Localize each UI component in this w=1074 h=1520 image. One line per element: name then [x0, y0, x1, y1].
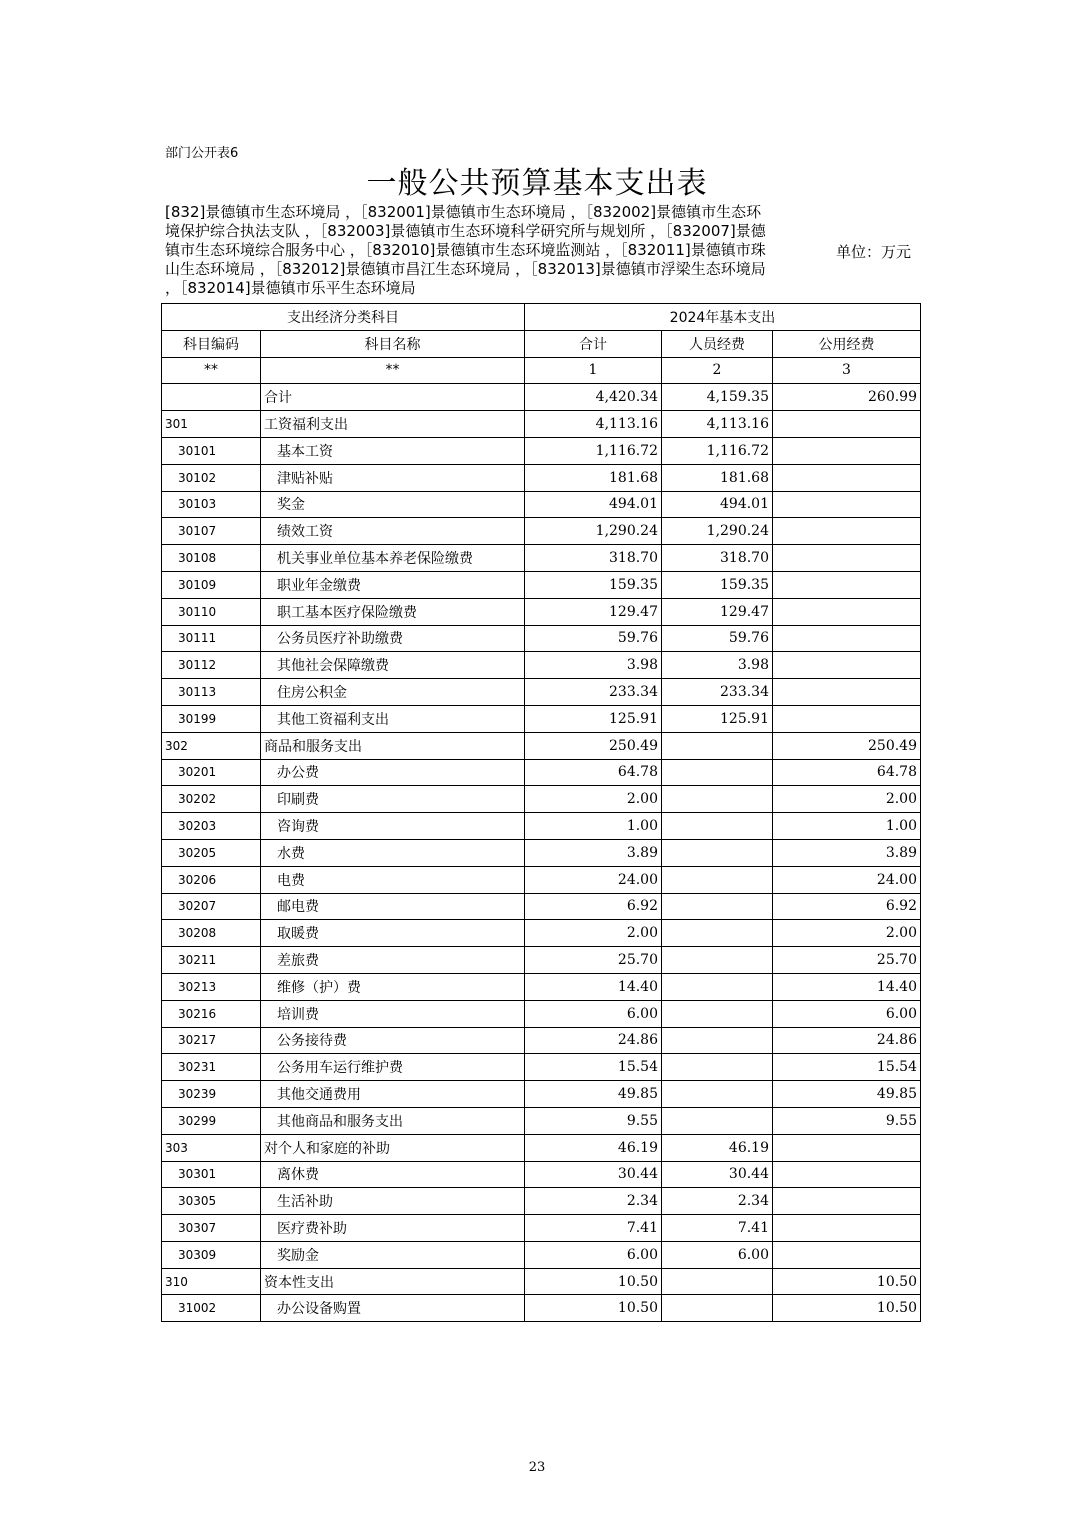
table-row [162, 464, 921, 491]
table-row [162, 1107, 921, 1134]
row-total: 181.68 [525, 464, 662, 491]
row-personnel [662, 920, 773, 947]
row-total: 125.91 [525, 705, 662, 732]
row-personnel [662, 813, 773, 840]
row-name: 公务员医疗补助缴费 [261, 625, 525, 652]
row-name: 绩效工资 [261, 518, 525, 545]
row-personnel: 1,290.24 [662, 518, 773, 545]
row-code: 30102 [162, 464, 261, 491]
index-code: ** [162, 357, 261, 384]
table-row [162, 1134, 921, 1161]
row-total: 49.85 [525, 1081, 662, 1108]
row-personnel: 494.01 [662, 491, 773, 518]
index-public: 3 [773, 357, 921, 384]
row-name: 机关事业单位基本养老保险缴费 [261, 545, 525, 572]
row-public: 49.85 [773, 1081, 921, 1108]
row-name: 取暖费 [261, 920, 525, 947]
row-total: 3.89 [525, 839, 662, 866]
row-public [773, 598, 921, 625]
row-name: 住房公积金 [261, 679, 525, 706]
row-total: 25.70 [525, 947, 662, 974]
row-public: 1.00 [773, 813, 921, 840]
row-total: 59.76 [525, 625, 662, 652]
row-total: 4,420.34 [525, 384, 662, 411]
row-code: 30309 [162, 1241, 261, 1268]
row-personnel: 4,159.35 [662, 384, 773, 411]
row-total: 7.41 [525, 1215, 662, 1242]
row-personnel [662, 839, 773, 866]
row-personnel: 3.98 [662, 652, 773, 679]
table-row [162, 1241, 921, 1268]
row-name: 办公设备购置 [261, 1295, 525, 1322]
row-personnel: 1,116.72 [662, 437, 773, 464]
row-name: 职工基本医疗保险缴费 [261, 598, 525, 625]
row-personnel: 6.00 [662, 1241, 773, 1268]
row-total: 15.54 [525, 1054, 662, 1081]
header-personnel: 人员经费 [662, 330, 773, 357]
row-code: 30110 [162, 598, 261, 625]
row-name: 奖励金 [261, 1241, 525, 1268]
row-personnel [662, 786, 773, 813]
row-name: 印刷费 [261, 786, 525, 813]
row-code: 30113 [162, 679, 261, 706]
row-public: 15.54 [773, 1054, 921, 1081]
row-code: 30213 [162, 973, 261, 1000]
index-name: ** [261, 357, 525, 384]
table-row [162, 411, 921, 438]
row-personnel: 30.44 [662, 1161, 773, 1188]
row-code: 30206 [162, 866, 261, 893]
header-basic-expenditure-2024: 2024年基本支出 [525, 304, 921, 331]
row-name: 水费 [261, 839, 525, 866]
table-row [162, 1081, 921, 1108]
row-personnel [662, 1107, 773, 1134]
row-public [773, 679, 921, 706]
table-row [162, 705, 921, 732]
row-personnel: 159.35 [662, 571, 773, 598]
row-total: 2.00 [525, 786, 662, 813]
row-name: 邮电费 [261, 893, 525, 920]
row-public: 64.78 [773, 759, 921, 786]
table-row [162, 866, 921, 893]
row-total: 2.34 [525, 1188, 662, 1215]
row-code: 30108 [162, 545, 261, 572]
row-total: 159.35 [525, 571, 662, 598]
table-row [162, 652, 921, 679]
row-code: 30211 [162, 947, 261, 974]
row-public [773, 1134, 921, 1161]
row-personnel: 318.70 [662, 545, 773, 572]
row-name: 离休费 [261, 1161, 525, 1188]
row-total: 24.00 [525, 866, 662, 893]
row-code: 30307 [162, 1215, 261, 1242]
row-name: 差旅费 [261, 947, 525, 974]
table-row [162, 384, 921, 411]
row-code: 30217 [162, 1027, 261, 1054]
table-row [162, 759, 921, 786]
row-total: 2.00 [525, 920, 662, 947]
row-public: 10.50 [773, 1295, 921, 1322]
header-index-row [162, 357, 921, 384]
row-total: 64.78 [525, 759, 662, 786]
table-row [162, 1054, 921, 1081]
row-total: 6.00 [525, 1000, 662, 1027]
row-code: 30202 [162, 786, 261, 813]
row-total: 233.34 [525, 679, 662, 706]
row-total: 4,113.16 [525, 411, 662, 438]
row-public [773, 571, 921, 598]
row-personnel [662, 1295, 773, 1322]
row-name: 维修（护）费 [261, 973, 525, 1000]
row-public: 260.99 [773, 384, 921, 411]
row-code: 30199 [162, 705, 261, 732]
row-total: 1,116.72 [525, 437, 662, 464]
header-public: 公用经费 [773, 330, 921, 357]
row-personnel: 129.47 [662, 598, 773, 625]
row-public: 2.00 [773, 920, 921, 947]
row-personnel: 125.91 [662, 705, 773, 732]
table-row [162, 571, 921, 598]
header-column-row [162, 330, 921, 357]
table-row [162, 679, 921, 706]
row-total: 10.50 [525, 1295, 662, 1322]
row-name: 其他交通费用 [261, 1081, 525, 1108]
table-row [162, 437, 921, 464]
table-row [162, 1268, 921, 1295]
row-personnel: 59.76 [662, 625, 773, 652]
row-name: 职业年金缴费 [261, 571, 525, 598]
row-personnel: 46.19 [662, 1134, 773, 1161]
table-row [162, 920, 921, 947]
row-public: 9.55 [773, 1107, 921, 1134]
row-code: 30239 [162, 1081, 261, 1108]
row-name: 资本性支出 [261, 1268, 525, 1295]
row-code: 30305 [162, 1188, 261, 1215]
row-name: 奖金 [261, 491, 525, 518]
row-name: 生活补助 [261, 1188, 525, 1215]
table-row [162, 732, 921, 759]
table-row [162, 786, 921, 813]
row-code: 30208 [162, 920, 261, 947]
row-public [773, 652, 921, 679]
row-code: 303 [162, 1134, 261, 1161]
row-public [773, 1188, 921, 1215]
row-public: 3.89 [773, 839, 921, 866]
row-name: 咨询费 [261, 813, 525, 840]
table-row [162, 893, 921, 920]
row-code: 30231 [162, 1054, 261, 1081]
table-row [162, 491, 921, 518]
row-code: 30203 [162, 813, 261, 840]
header-economic-classification: 支出经济分类科目 [162, 304, 525, 331]
row-personnel [662, 759, 773, 786]
row-total: 1.00 [525, 813, 662, 840]
row-personnel [662, 1027, 773, 1054]
row-total: 494.01 [525, 491, 662, 518]
row-personnel [662, 1054, 773, 1081]
header-code: 科目编码 [162, 330, 261, 357]
row-total: 250.49 [525, 732, 662, 759]
row-code: 30112 [162, 652, 261, 679]
row-public [773, 464, 921, 491]
row-public [773, 411, 921, 438]
row-personnel: 2.34 [662, 1188, 773, 1215]
table-row [162, 947, 921, 974]
row-public [773, 1241, 921, 1268]
table-row [162, 1215, 921, 1242]
row-name: 其他商品和服务支出 [261, 1107, 525, 1134]
table-row [162, 545, 921, 572]
row-public [773, 1161, 921, 1188]
table-row [162, 1188, 921, 1215]
row-public [773, 705, 921, 732]
row-public: 2.00 [773, 786, 921, 813]
row-personnel [662, 1268, 773, 1295]
page-number: 23 [528, 1460, 546, 1475]
row-name: 其他社会保障缴费 [261, 652, 525, 679]
form-number: 部门公开表6 [165, 146, 239, 161]
table-row [162, 839, 921, 866]
row-name: 基本工资 [261, 437, 525, 464]
row-code: 30205 [162, 839, 261, 866]
header-group-row [162, 304, 921, 331]
row-personnel [662, 1081, 773, 1108]
row-personnel [662, 947, 773, 974]
row-name: 公务用车运行维护费 [261, 1054, 525, 1081]
row-total: 9.55 [525, 1107, 662, 1134]
row-public [773, 518, 921, 545]
row-personnel: 7.41 [662, 1215, 773, 1242]
table-row [162, 1027, 921, 1054]
table-row [162, 973, 921, 1000]
row-total: 24.86 [525, 1027, 662, 1054]
row-name: 公务接待费 [261, 1027, 525, 1054]
row-total: 6.00 [525, 1241, 662, 1268]
row-personnel [662, 732, 773, 759]
row-public [773, 625, 921, 652]
row-name: 培训费 [261, 1000, 525, 1027]
row-code: 30109 [162, 571, 261, 598]
row-name: 其他工资福利支出 [261, 705, 525, 732]
row-personnel: 181.68 [662, 464, 773, 491]
row-public: 14.40 [773, 973, 921, 1000]
row-code: 30301 [162, 1161, 261, 1188]
row-total: 10.50 [525, 1268, 662, 1295]
header-total: 合计 [525, 330, 662, 357]
table-body [162, 384, 921, 1322]
row-total: 3.98 [525, 652, 662, 679]
row-public: 6.92 [773, 893, 921, 920]
row-total: 1,290.24 [525, 518, 662, 545]
index-personnel: 2 [662, 357, 773, 384]
row-name: 合计 [261, 384, 525, 411]
table-row [162, 1000, 921, 1027]
row-code: 301 [162, 411, 261, 438]
page-title: 一般公共预算基本支出表 [366, 166, 708, 201]
table-row [162, 813, 921, 840]
row-code: 30201 [162, 759, 261, 786]
row-name: 商品和服务支出 [261, 732, 525, 759]
row-code: 30299 [162, 1107, 261, 1134]
row-total: 6.92 [525, 893, 662, 920]
row-name: 医疗费补助 [261, 1215, 525, 1242]
row-code: 30107 [162, 518, 261, 545]
index-total: 1 [525, 357, 662, 384]
row-public: 25.70 [773, 947, 921, 974]
row-name: 对个人和家庭的补助 [261, 1134, 525, 1161]
row-code: 302 [162, 732, 261, 759]
row-personnel [662, 1000, 773, 1027]
row-personnel [662, 866, 773, 893]
row-code: 30216 [162, 1000, 261, 1027]
row-public: 250.49 [773, 732, 921, 759]
row-code: 310 [162, 1268, 261, 1295]
table-row [162, 1161, 921, 1188]
row-code [162, 384, 261, 411]
row-public [773, 1215, 921, 1242]
row-name: 办公费 [261, 759, 525, 786]
row-code: 30101 [162, 437, 261, 464]
table-row [162, 625, 921, 652]
row-name: 津贴补贴 [261, 464, 525, 491]
row-public [773, 491, 921, 518]
row-public: 6.00 [773, 1000, 921, 1027]
row-personnel [662, 973, 773, 1000]
row-code: 31002 [162, 1295, 261, 1322]
row-code: 30207 [162, 893, 261, 920]
row-name: 电费 [261, 866, 525, 893]
row-public [773, 437, 921, 464]
row-personnel [662, 893, 773, 920]
currency-unit-label: 单位：万元 [836, 243, 912, 261]
row-public: 10.50 [773, 1268, 921, 1295]
row-public: 24.86 [773, 1027, 921, 1054]
row-total: 14.40 [525, 973, 662, 1000]
budget-table [161, 303, 921, 1322]
row-total: 46.19 [525, 1134, 662, 1161]
row-total: 129.47 [525, 598, 662, 625]
table-row [162, 598, 921, 625]
header-name: 科目名称 [261, 330, 525, 357]
reporting-units: [832]景德镇市生态环境局 ，［832001]景德镇市生态环境局 ，［832002]景德镇市生态环境保护综合执法支队 ，［832003]景德镇市生态环境科学研究所与规划所 ，［832007]景德镇市生态环境综合服务中心 ，［832010]景德镇市生态环境监测站 ，［832011]景德镇市珠山生态环境局 ，［832012]景德镇市昌江生态环境局 ，［832013]景德镇市浮梁生态环境局 ，［832014]景德镇市乐平生态环境局 [165, 203, 766, 297]
row-personnel: 233.34 [662, 679, 773, 706]
row-code: 30111 [162, 625, 261, 652]
row-public: 24.00 [773, 866, 921, 893]
table-row [162, 1295, 921, 1322]
row-name: 工资福利支出 [261, 411, 525, 438]
row-personnel: 4,113.16 [662, 411, 773, 438]
row-total: 318.70 [525, 545, 662, 572]
table-row [162, 518, 921, 545]
row-code: 30103 [162, 491, 261, 518]
row-total: 30.44 [525, 1161, 662, 1188]
row-public [773, 545, 921, 572]
